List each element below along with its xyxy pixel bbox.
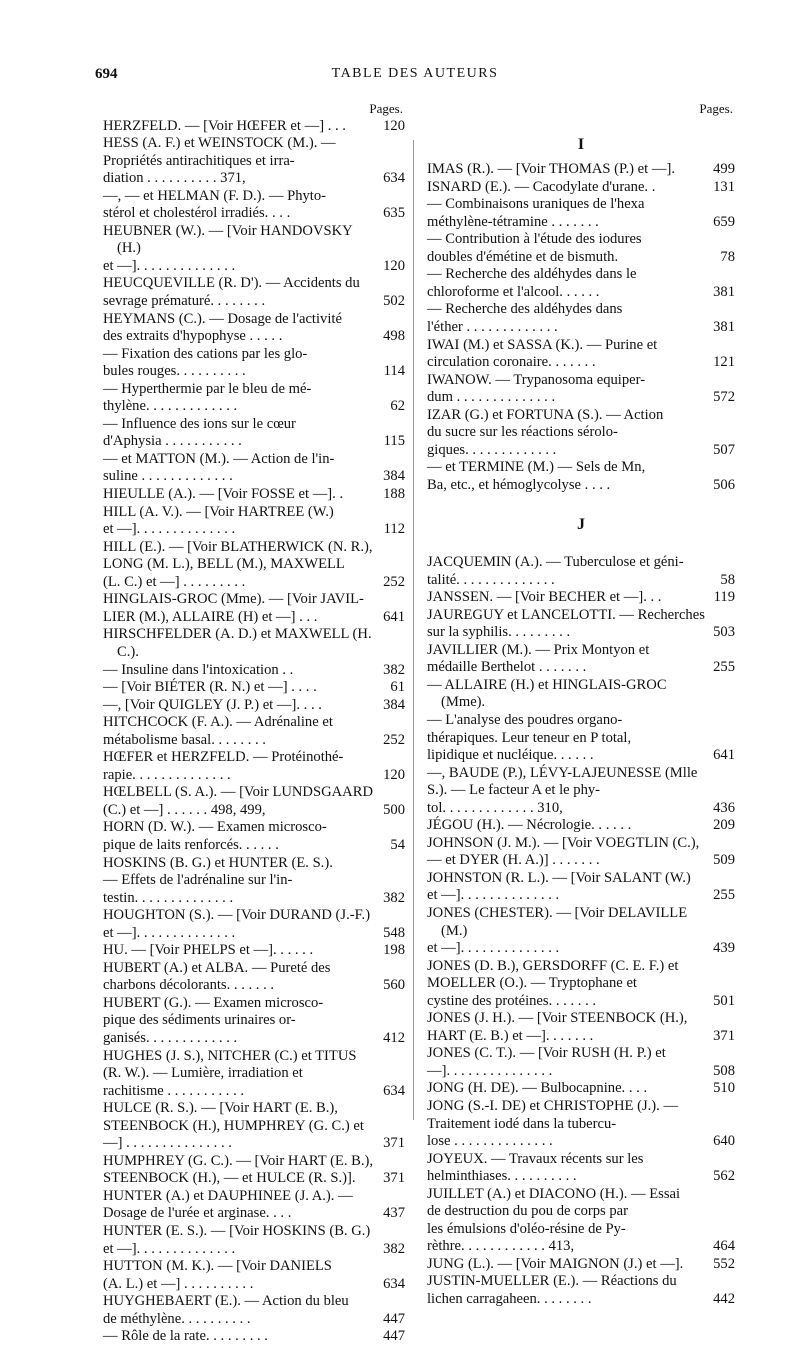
entry-line: lichen carragaheen. . . . . . . . (427, 1291, 592, 1307)
index-entry (103, 381, 405, 416)
entry-line: HEYMANS (C.). — Dosage de l'activité (103, 310, 342, 327)
entry-line: HILL (E.). — [Voir BLATHERWICK (N. R.), (103, 538, 373, 555)
entry-line: et —]. . . . . . . . . . . . . . (427, 887, 560, 904)
entry-page: 382 (383, 889, 405, 906)
entry-page: 209 (713, 817, 735, 834)
entry-line: — Rôle de la rate. . . . . . . . . (103, 1328, 268, 1345)
entry-page: 437 (383, 1205, 405, 1222)
entry-page: 447 (383, 1328, 405, 1345)
entry-line: cystine des protéines. . . . . . . (427, 992, 597, 1009)
index-entry (427, 870, 735, 905)
index-entry (103, 697, 405, 715)
entry-page: 381 (713, 319, 735, 336)
entry-line: STEENBOCK (H.), — et HULCE (R. S.)]. (103, 1170, 356, 1187)
entry-line: ganisés. . . . . . . . . . . . . (103, 1029, 238, 1046)
entry-page: 384 (383, 696, 405, 713)
entry-line: HU. — [Voir PHELPS et —]. . . . . . (103, 942, 314, 959)
entry-page: 61 (390, 679, 405, 696)
entry-line: — et TERMINE (M.) — Sels de Mn, (427, 459, 646, 476)
entry-line: — Recherche des aldéhydes dans le (427, 266, 637, 283)
right-column (427, 100, 735, 1309)
entry-line: lose . . . . . . . . . . . . . . (427, 1133, 553, 1150)
entry-line: tol. . . . . . . . . . . . . 310, (427, 799, 563, 816)
entry-line: LIER (M.), ALLAIRE (H) et —] . . . (103, 608, 318, 625)
entry-page: 635 (383, 205, 405, 222)
entry-line: testin. . . . . . . . . . . . . . (103, 889, 234, 906)
entry-line: HITCHCOCK (F. A.). — Adrénaline et (103, 714, 333, 731)
entry-line: JOYEUX. — Travaux récents sur les (427, 1150, 644, 1167)
entry-line: HUBERT (A.) et ALBA. — Pureté des (103, 959, 331, 976)
entry-line: HUTTON (M. K.). — [Voir DANIELS (103, 1258, 332, 1275)
entry-page: 120 (383, 766, 405, 783)
entry-line: — Combinaisons uraniques de l'hexa (427, 196, 645, 213)
entry-line: —, [Voir QUIGLEY (J. P.) et —]. . . . (103, 696, 322, 713)
entry-page: 54 (390, 836, 405, 853)
entry-page: 502 (383, 293, 405, 310)
entry-line: des extraits d'hypophyse . . . . . (103, 328, 283, 345)
entry-line: diation . . . . . . . . . . 371, (103, 170, 246, 187)
entry-line: MOELLER (O.). — Tryptophane et (427, 975, 637, 992)
entry-line: bules rouges. . . . . . . . . . (103, 363, 246, 380)
running-title: TABLE DES AUTEURS (331, 66, 499, 81)
entry-page: 498 (383, 328, 405, 345)
entry-line: HIEULLE (A.). — [Voir FOSSE et —]. . (103, 486, 344, 503)
index-entry (103, 1223, 405, 1258)
entry-page: 381 (713, 283, 735, 300)
entry-line: HULCE (R. S.). — [Voir HART (E. B.), (103, 1100, 338, 1117)
index-entry (103, 1188, 405, 1223)
index-entry (103, 451, 405, 486)
index-entry (427, 179, 735, 197)
entry-line: d'Aphysia . . . . . . . . . . . (103, 433, 242, 450)
entry-line: sur la syphilis. . . . . . . . . (427, 624, 571, 641)
entry-line: —, — et HELMAN (F. D.). — Phyto- (103, 187, 326, 204)
entry-line: JUSTIN-MUELLER (E.). — Réactions du (427, 1273, 677, 1290)
entry-line: HŒFER et HERZFELD. — Protéinothé- (103, 749, 344, 766)
entry-page: 560 (383, 977, 405, 994)
entry-line: JUNG (L.). — [Voir MAIGNON (J.) et —]. (427, 1255, 684, 1272)
index-entry (427, 589, 735, 607)
entry-line: de destruction du pou de corps par (427, 1203, 629, 1220)
index-entry (427, 1256, 735, 1274)
index-entry (103, 819, 405, 854)
entry-line: HERZFELD. — [Voir HŒFER et —] . . . (103, 117, 346, 134)
entry-line: circulation coronaire. . . . . . . (427, 354, 596, 371)
entry-line: — Effets de l'adrénaline sur l'in- (103, 872, 293, 889)
entry-line: Ba, etc., et hémoglycolyse . . . . (427, 476, 611, 493)
entry-page: 641 (383, 608, 405, 625)
index-entry (103, 504, 405, 539)
entry-page: 447 (383, 1310, 405, 1327)
index-entry (427, 1045, 735, 1080)
entry-page: 501 (713, 992, 735, 1009)
index-entry (103, 1100, 405, 1153)
entry-line: HUMPHREY (G. C.). — [Voir HART (E. B.), (103, 1152, 374, 1169)
entry-line: HEUCQUEVILLE (R. D'). — Accidents du (103, 275, 360, 292)
entry-page: 371 (383, 1170, 405, 1187)
entry-page: 439 (713, 940, 735, 957)
entry-page: 114 (383, 363, 405, 380)
entry-line: JONG (S.-I. DE) et CHRISTOPHE (J.). — (427, 1097, 679, 1114)
page-number: 694 (95, 66, 118, 82)
entry-line: JONES (D. B.), GERSDORFF (C. E. F.) et (427, 957, 679, 974)
entry-page: 120 (383, 257, 405, 274)
entry-line: de méthylène. . . . . . . . . . (103, 1310, 251, 1327)
entry-line: JONES (CHESTER). — [Voir DELAVILLE (M.) (427, 904, 688, 939)
index-entry (427, 817, 735, 835)
entry-line: HESS (A. F.) et WEINSTOCK (M.). — (103, 135, 336, 152)
entry-line: métabolisme basal. . . . . . . . (103, 731, 266, 748)
entry-page: 499 (713, 161, 735, 178)
index-entry (103, 626, 405, 679)
index-entry (427, 835, 735, 870)
entry-line: — Recherche des aldéhydes dans (427, 301, 623, 318)
index-entry (427, 407, 735, 460)
entry-line: HILL (A. V.). — [Voir HARTREE (W.) (103, 503, 334, 520)
entry-line: HŒLBELL (S. A.). — [Voir LUNDSGAARD (103, 784, 373, 801)
entry-line: JOHNSTON (R. L.). — [Voir SALANT (W.) (427, 869, 691, 886)
entry-line: l'éther . . . . . . . . . . . . . (427, 319, 558, 336)
index-entry (427, 1010, 735, 1045)
entry-page: 442 (713, 1291, 735, 1307)
entry-page: 188 (383, 486, 405, 503)
entry-page: 640 (713, 1133, 735, 1150)
index-entry (427, 231, 735, 266)
entry-page: 252 (383, 573, 405, 590)
entry-line: — ALLAIRE (H.) et HINGLAIS-GROC (Mme). (427, 676, 667, 711)
entry-line: IZAR (G.) et FORTUNA (S.). — Action (427, 406, 664, 423)
entry-line: les émulsions d'oléo-résine de Py- (427, 1220, 626, 1237)
entry-page: 382 (383, 1240, 405, 1257)
index-entry (103, 135, 405, 188)
entry-line: dum . . . . . . . . . . . . . . (427, 389, 556, 406)
entry-line: chloroforme et l'alcool. . . . . . (427, 283, 600, 300)
entry-page: 255 (713, 659, 735, 676)
entry-line: charbons décolorants. . . . . . . (103, 977, 275, 994)
entry-line: et —]. . . . . . . . . . . . . . (103, 521, 236, 538)
entry-line: STEENBOCK (H.), HUMPHREY (G. C.) et (103, 1117, 364, 1134)
entry-page: 120 (383, 117, 405, 134)
entry-line: —, BAUDE (P.), LÉVY-LAJEUNESSE (Mlle (427, 764, 698, 781)
entry-line: thylène. . . . . . . . . . . . . (103, 398, 238, 415)
index-entry (427, 1080, 735, 1098)
entry-line: Traitement iodé dans la tubercu- (427, 1115, 617, 1132)
entry-line: —]. . . . . . . . . . . . . . . (427, 1062, 553, 1079)
entry-line: rèthre. . . . . . . . . . . . 413, (427, 1238, 575, 1255)
entry-page: 252 (383, 731, 405, 748)
index-entry (427, 372, 735, 407)
entry-line: et —]. . . . . . . . . . . . . . (103, 924, 236, 941)
entry-line: (A. L.) et —] . . . . . . . . . . (103, 1275, 254, 1292)
entry-page: 58 (720, 571, 735, 588)
entry-line: JUILLET (A.) et DIACONO (H.). — Essai (427, 1185, 681, 1202)
index-entry (103, 1153, 405, 1188)
entry-line: (C.) et —] . . . . . . 498, 499, (103, 801, 266, 818)
pages-label-right: Pages. (699, 101, 733, 116)
entry-page: 121 (713, 354, 735, 371)
entry-page: 634 (383, 170, 405, 187)
entry-line: talité. . . . . . . . . . . . . . (427, 571, 555, 588)
entry-line: HORN (D. W.). — Examen microsco- (103, 819, 327, 836)
entry-page: 412 (383, 1029, 405, 1046)
column-divider (413, 140, 414, 1120)
entry-page: 436 (713, 799, 735, 816)
entry-line: JAUREGUY et LANCELOTTI. — Recherches (427, 606, 705, 623)
entry-line: Propriétés antirachitiques et irra- (103, 152, 295, 169)
entry-page: 506 (713, 476, 735, 493)
entry-line: — Insuline dans l'intoxication . . (103, 661, 294, 678)
index-entry (427, 196, 735, 231)
index-entry (103, 1328, 405, 1346)
entry-line: HEUBNER (W.). — [Voir HANDOVSKY (H.) (103, 222, 353, 257)
index-entry (103, 311, 405, 346)
entry-line: suline . . . . . . . . . . . . . (103, 468, 233, 485)
entry-line: IMAS (R.). — [Voir THOMAS (P.) et —]. (427, 161, 675, 178)
entry-line: HART (E. B.) et —]. . . . . . . (427, 1027, 594, 1044)
index-entry (427, 301, 735, 336)
entry-line: thérapiques. Leur teneur en P total, (427, 729, 632, 746)
entry-line: (R. W.). — Lumière, irradiation et (103, 1065, 303, 1082)
index-entry (427, 266, 735, 301)
entry-page: 131 (713, 178, 735, 195)
entry-line: JAVILLIER (M.). — Prix Montyon et (427, 641, 650, 658)
entry-line: JONG (H. DE). — Bulbocapnine. . . . (427, 1080, 648, 1097)
entry-line: stérol et cholestérol irradiés. . . . (103, 205, 291, 222)
page-header (95, 66, 735, 86)
entry-line: HUNTER (E. S.). — [Voir HOSKINS (B. G.) (103, 1223, 371, 1239)
entry-line: — Fixation des cations par les glo- (103, 345, 308, 362)
index-entry (427, 459, 735, 494)
entry-line: — et DYER (H. A.)] . . . . . . . (427, 852, 600, 869)
entry-line: HUYGHEBAERT (E.). — Action du bleu (103, 1293, 349, 1310)
entry-line: JONES (C. T.). — [Voir RUSH (H. P.) et (427, 1045, 666, 1062)
entry-line: HUNTER (A.) et DAUPHINEE (J. A.). — (103, 1187, 353, 1204)
entry-line: (L. C.) et —] . . . . . . . . . (103, 573, 246, 590)
entry-line: sevrage prématuré. . . . . . . . (103, 293, 266, 310)
index-entry (103, 1293, 405, 1328)
entry-line: rapie. . . . . . . . . . . . . . (103, 766, 231, 783)
entry-page: 572 (713, 389, 735, 406)
entry-line: JONES (J. H.). — [Voir STEENBOCK (H.), (427, 1010, 688, 1027)
index-entry (427, 1273, 735, 1308)
index-entry (427, 642, 735, 677)
index-entry (103, 855, 405, 908)
entry-page: 198 (383, 942, 405, 959)
index-entry (103, 346, 405, 381)
index-entry (103, 1048, 405, 1101)
entry-page: 119 (713, 589, 735, 606)
entry-line: JOHNSON (J. M.). — [Voir VOEGTLIN (C.), (427, 834, 700, 851)
index-entry (103, 486, 405, 504)
entry-line: helminthiases. . . . . . . . . . (427, 1168, 577, 1185)
entry-page: 384 (383, 468, 405, 485)
section-letter: I (577, 135, 585, 153)
entry-line: méthylène-tétramine . . . . . . . (427, 213, 599, 230)
entry-line: JÉGOU (H.). — Nécrologie. . . . . . (427, 817, 632, 834)
entry-line: JANSSEN. — [Voir BECHER et —]. . . (427, 589, 662, 606)
index-entry (103, 907, 405, 942)
entry-line: —] . . . . . . . . . . . . . . . (103, 1135, 232, 1152)
pages-label-left: Pages. (369, 101, 403, 116)
index-entry (103, 1258, 405, 1293)
entry-line: pique des sédiments urinaires or- (103, 1012, 296, 1029)
index-entry (427, 1098, 735, 1151)
entry-line: HINGLAIS-GROC (Mme). — [Voir JAVIL- (103, 591, 364, 608)
index-entry (427, 765, 735, 818)
entry-page: 255 (713, 887, 735, 904)
index-entry (427, 554, 735, 589)
entry-page: 500 (383, 801, 405, 818)
entry-line: du sucre sur les réactions sérolo- (427, 424, 618, 441)
entry-line: HOUGHTON (S.). — [Voir DURAND (J.-F.) (103, 907, 371, 924)
entry-line: — Influence des ions sur le cœur (103, 415, 296, 432)
index-entry (103, 679, 405, 697)
entry-line: — et MATTON (M.). — Action de l'in- (103, 450, 335, 467)
entry-line: Dosage de l'urée et arginase. . . . (103, 1205, 292, 1222)
index-entry (103, 188, 405, 223)
entry-line: pique de laits renforcés. . . . . . (103, 836, 279, 853)
index-entry (427, 958, 735, 1011)
entry-line: médaille Berthelot . . . . . . . (427, 659, 587, 676)
entry-page: 503 (713, 624, 735, 641)
index-entry (103, 714, 405, 749)
entry-line: rachitisme . . . . . . . . . . . (103, 1082, 245, 1099)
left-column (103, 100, 405, 1346)
index-entry (427, 161, 735, 179)
entry-line: IWAI (M.) et SASSA (K.). — Purine et (427, 336, 658, 353)
entry-line: JACQUEMIN (A.). — Tuberculose et géni- (427, 554, 684, 571)
index-entry (103, 539, 405, 592)
entry-line: — Contribution à l'étude des iodures (427, 231, 642, 248)
entry-line: — [Voir BIÉTER (R. N.) et —] . . . . (103, 679, 317, 696)
entry-page: 62 (390, 398, 405, 415)
entry-line: IWANOW. — Trypanosoma equiper- (427, 371, 646, 388)
entry-page: 552 (713, 1255, 735, 1272)
index-entry (103, 942, 405, 960)
index-entry (427, 337, 735, 372)
entry-page: 508 (713, 1062, 735, 1079)
entry-line: doubles d'émétine et de bismuth. (427, 248, 619, 265)
index-entry (427, 905, 735, 958)
index-entry (103, 995, 405, 1048)
entry-page: 509 (713, 852, 735, 869)
entry-page: 507 (713, 441, 735, 458)
index-entry (427, 677, 735, 765)
entry-page: 659 (713, 213, 735, 230)
entry-line: lipidique et nucléique. . . . . . (427, 747, 594, 764)
entry-line: HIRSCHFELDER (A. D.) et MAXWELL (H. C.). (103, 626, 372, 660)
entry-line: — L'analyse des poudres organo- (427, 711, 623, 728)
index-entry (103, 784, 405, 819)
entry-page: 641 (713, 747, 735, 764)
entry-line: HOSKINS (B. G.) et HUNTER (E. S.). (103, 854, 333, 871)
index-entry (427, 1186, 735, 1256)
index-entry (103, 275, 405, 310)
entry-page: 464 (713, 1238, 735, 1255)
entry-line: HUGHES (J. S.), NITCHER (C.) et TITUS (103, 1047, 357, 1064)
entry-page: 371 (383, 1135, 405, 1152)
entry-line: et —]. . . . . . . . . . . . . . (103, 1240, 236, 1257)
entry-page: 634 (383, 1275, 405, 1292)
entry-page: 382 (383, 661, 405, 678)
entry-line: et —]. . . . . . . . . . . . . . (427, 940, 560, 957)
entry-page: 371 (713, 1027, 735, 1044)
index-entry (427, 1151, 735, 1186)
entry-line: et —]. . . . . . . . . . . . . . (103, 257, 236, 274)
entry-line: HUBERT (G.). — Examen microsco- (103, 994, 324, 1011)
entry-page: 548 (383, 924, 405, 941)
entry-page: 78 (720, 248, 735, 265)
entry-line: S.). — Le facteur A et le phy- (427, 782, 601, 799)
index-entry (103, 416, 405, 451)
index-entry (103, 591, 405, 626)
entry-line: LONG (M. L.), BELL (M.), MAXWELL (103, 556, 345, 573)
section-letter: J (577, 516, 585, 534)
entry-page: 115 (383, 433, 405, 450)
entry-line: — Hyperthermie par le bleu de mé- (103, 380, 312, 397)
index-entry (103, 960, 405, 995)
index-entry (103, 118, 405, 136)
entry-page: 112 (383, 521, 405, 538)
entry-line: giques. . . . . . . . . . . . . (427, 441, 557, 458)
index-entry (427, 607, 735, 642)
index-entry (103, 223, 405, 276)
index-entry (103, 749, 405, 784)
entry-page: 634 (383, 1082, 405, 1099)
entry-page: 510 (713, 1080, 735, 1097)
entry-page: 562 (713, 1168, 735, 1185)
entry-line: ISNARD (E.). — Cacodylate d'urane. . (427, 178, 656, 195)
